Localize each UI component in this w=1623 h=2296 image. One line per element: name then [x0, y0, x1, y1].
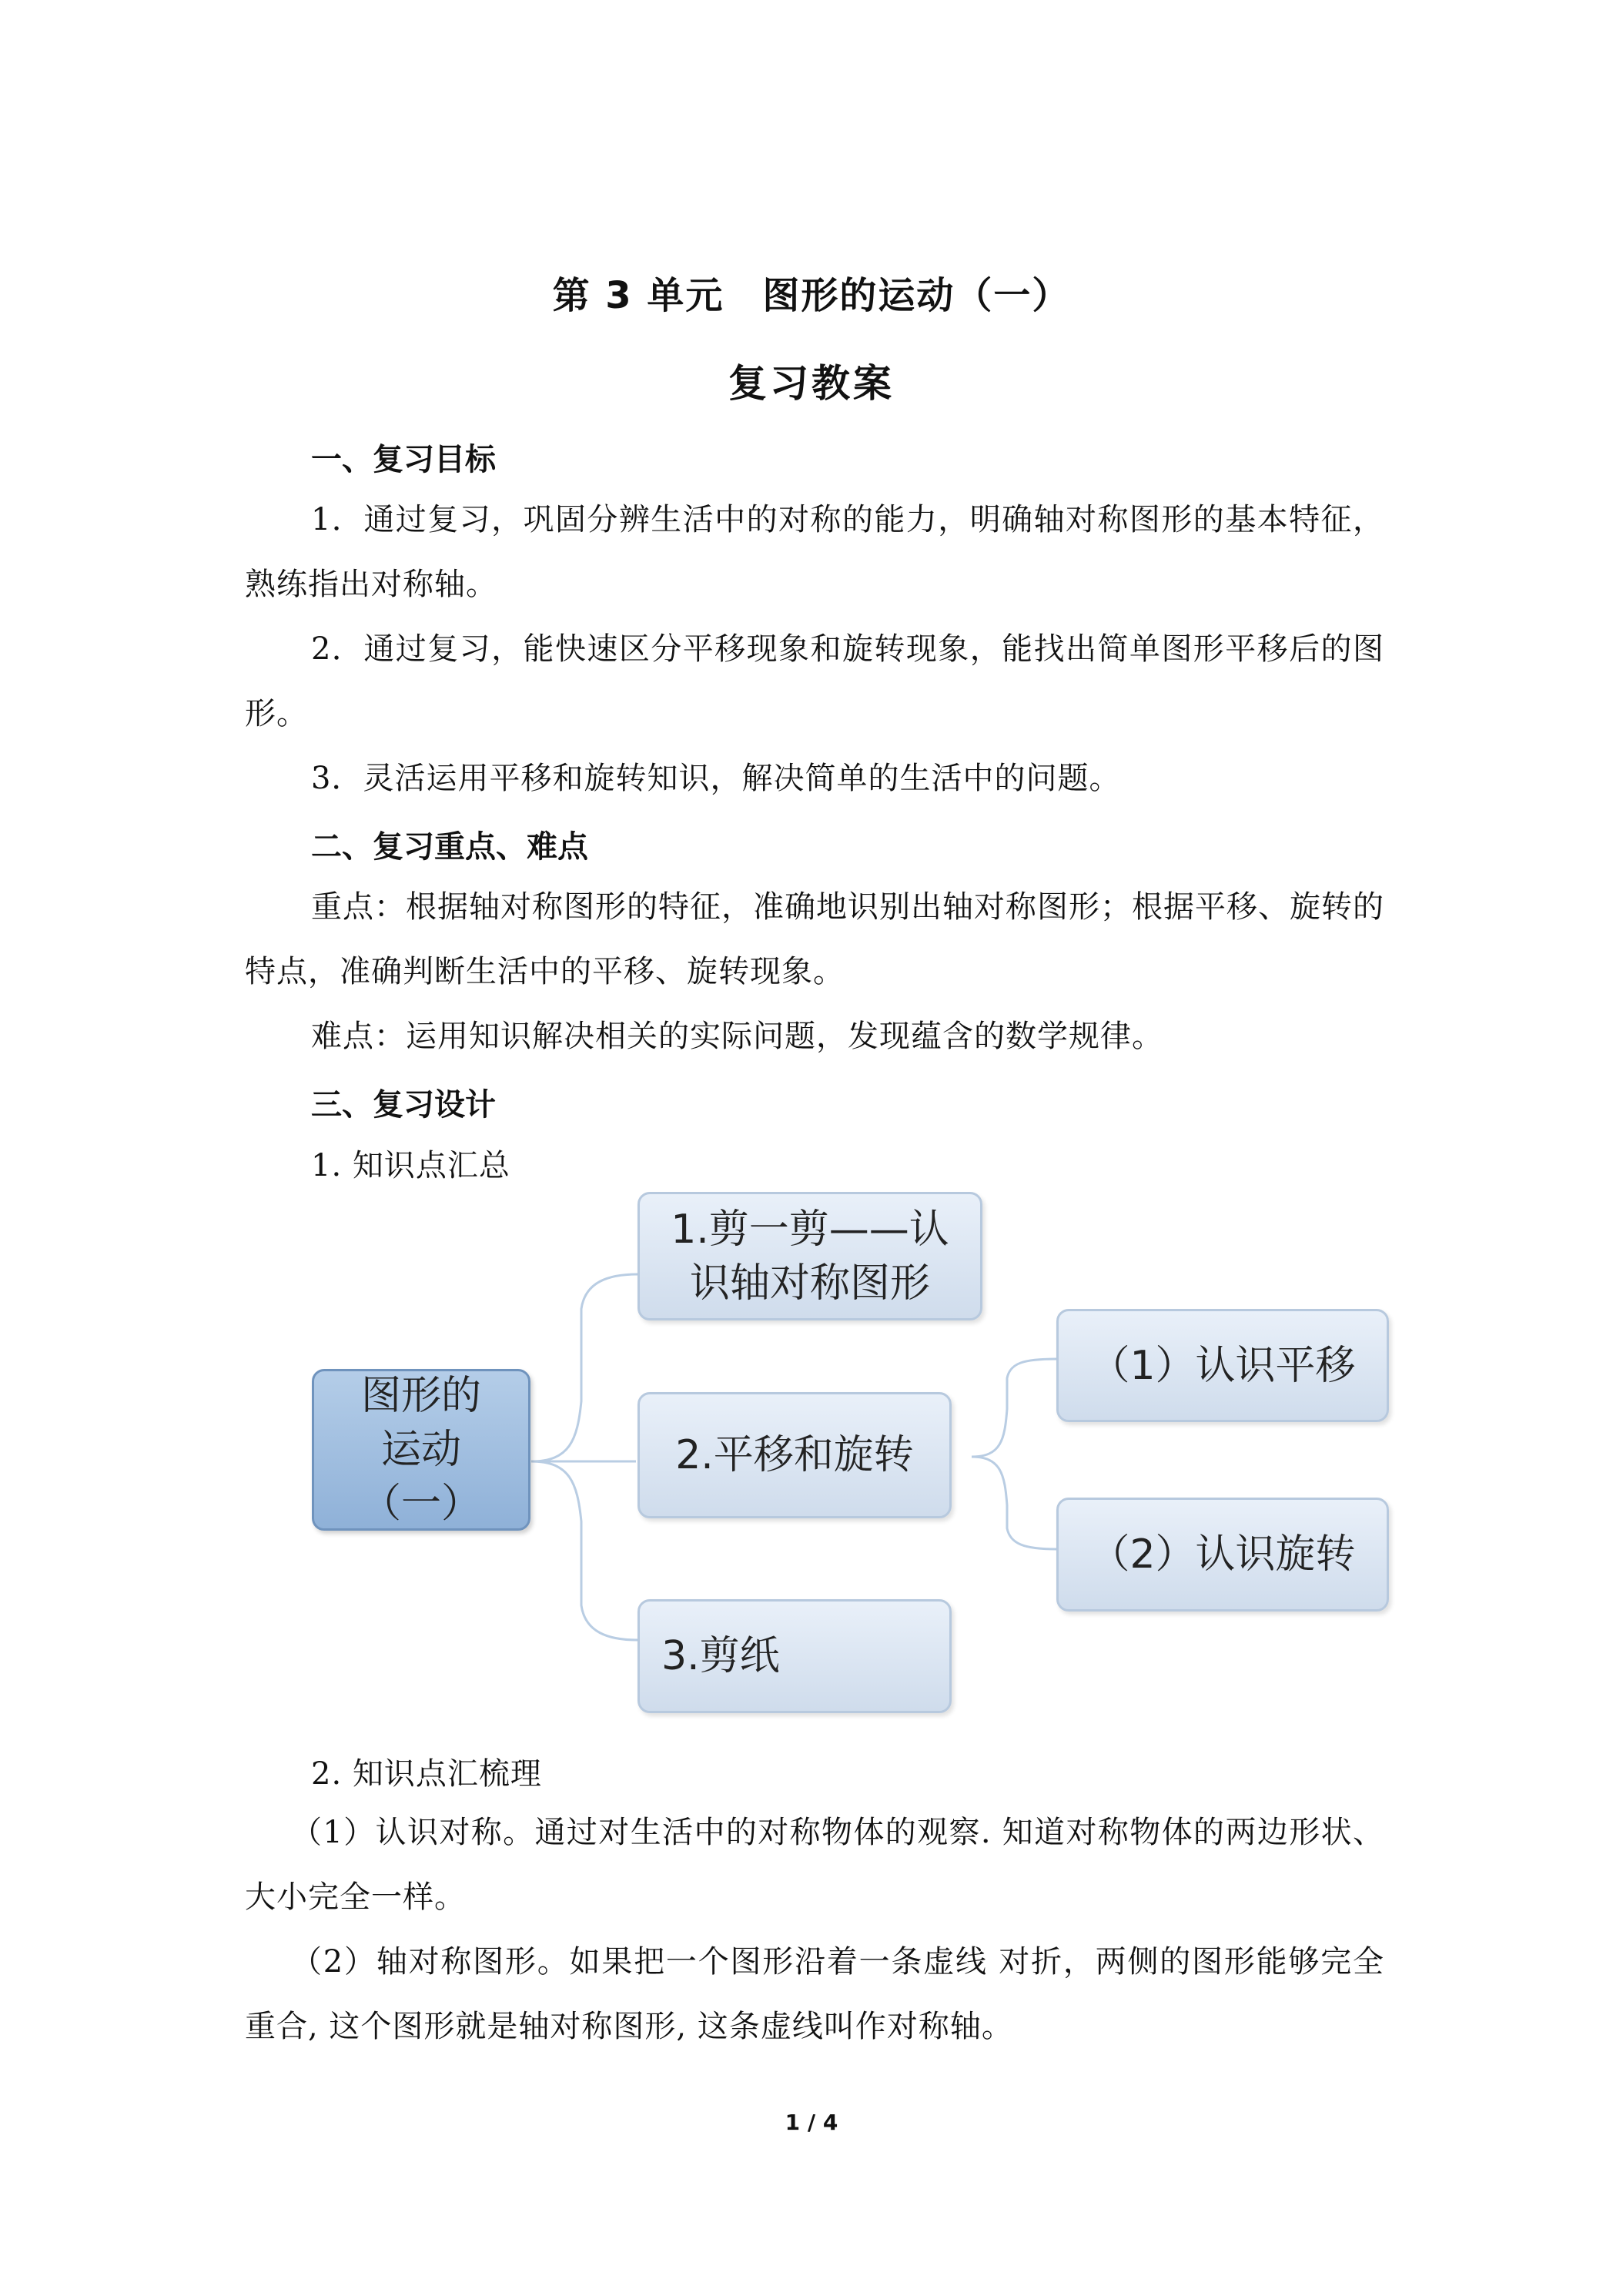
mindmap-branch-papercut: 3.剪纸 — [637, 1599, 952, 1713]
section-heading-design: 三、复习设计 — [311, 1087, 496, 1123]
paragraph-goal-3: 3．灵活运用平移和旋转知识，解决简单的生活中的问题。 — [311, 761, 1121, 796]
paragraph-key-points: 重点：根据轴对称图形的特征，准确地识别出轴对称图形；根据平移、旋转的特点，准确判断生活中的平移、旋转现象。 — [245, 889, 1384, 989]
item-knowledge-summary: 1. 知识点汇总 — [311, 1148, 510, 1183]
paragraph-goal-1: 1．通过复习，巩固分辨生活中的对称的能力，明确轴对称图形的基本特征，熟练指出对称轴。 — [245, 502, 1384, 602]
mindmap-root-line2: 运动 — [380, 1427, 461, 1473]
mindmap-root-line3: （一） — [360, 1481, 481, 1527]
item-knowledge-sorting: 2. 知识点汇梳理 — [311, 1756, 542, 1792]
mindmap-leaf-translation: （1）认识平移 — [1056, 1309, 1389, 1422]
document-title: 第 3 单元 图形的运动（一） — [552, 274, 1071, 317]
document-subtitle: 复习教案 — [728, 361, 895, 406]
mindmap-branch1-line1: 1.剪一剪——认 — [671, 1206, 949, 1253]
paragraph-axis-symmetry: （2）轴对称图形。如果把一个图形沿着一条虚线 对折，两侧的图形能够完全重合, 这个图形就是轴对称图形, 这条虚线叫作对称轴。 — [245, 1944, 1384, 2044]
section-heading-goals: 一、复习目标 — [311, 442, 496, 477]
mindmap-leaf-rotation: （2）认识旋转 — [1056, 1498, 1389, 1612]
paragraph-difficulties: 难点：运用知识解决相关的实际问题，发现蕴含的数学规律。 — [311, 1019, 1163, 1054]
section-heading-focus: 二、复习重点、难点 — [311, 829, 588, 865]
mindmap-branch-symmetry — [637, 1192, 982, 1320]
paragraph-symmetry: （1）认识对称。通过对生活中的对称物体的观察. 知道对称物体的两边形状、大小完全一样。 — [245, 1815, 1384, 1915]
mindmap-branch-translation-rotation: 2.平移和旋转 — [637, 1392, 952, 1518]
mindmap-root-line1: 图形的 — [360, 1373, 481, 1419]
mindmap-root-node — [312, 1369, 530, 1531]
mindmap-branch1-line2: 识轴对称图形 — [689, 1260, 930, 1307]
paragraph-goal-2: 2．通过复习，能快速区分平移现象和旋转现象，能找出简单图形平移后的图形。 — [245, 631, 1384, 731]
page-number: 1 / 4 — [785, 2110, 838, 2135]
